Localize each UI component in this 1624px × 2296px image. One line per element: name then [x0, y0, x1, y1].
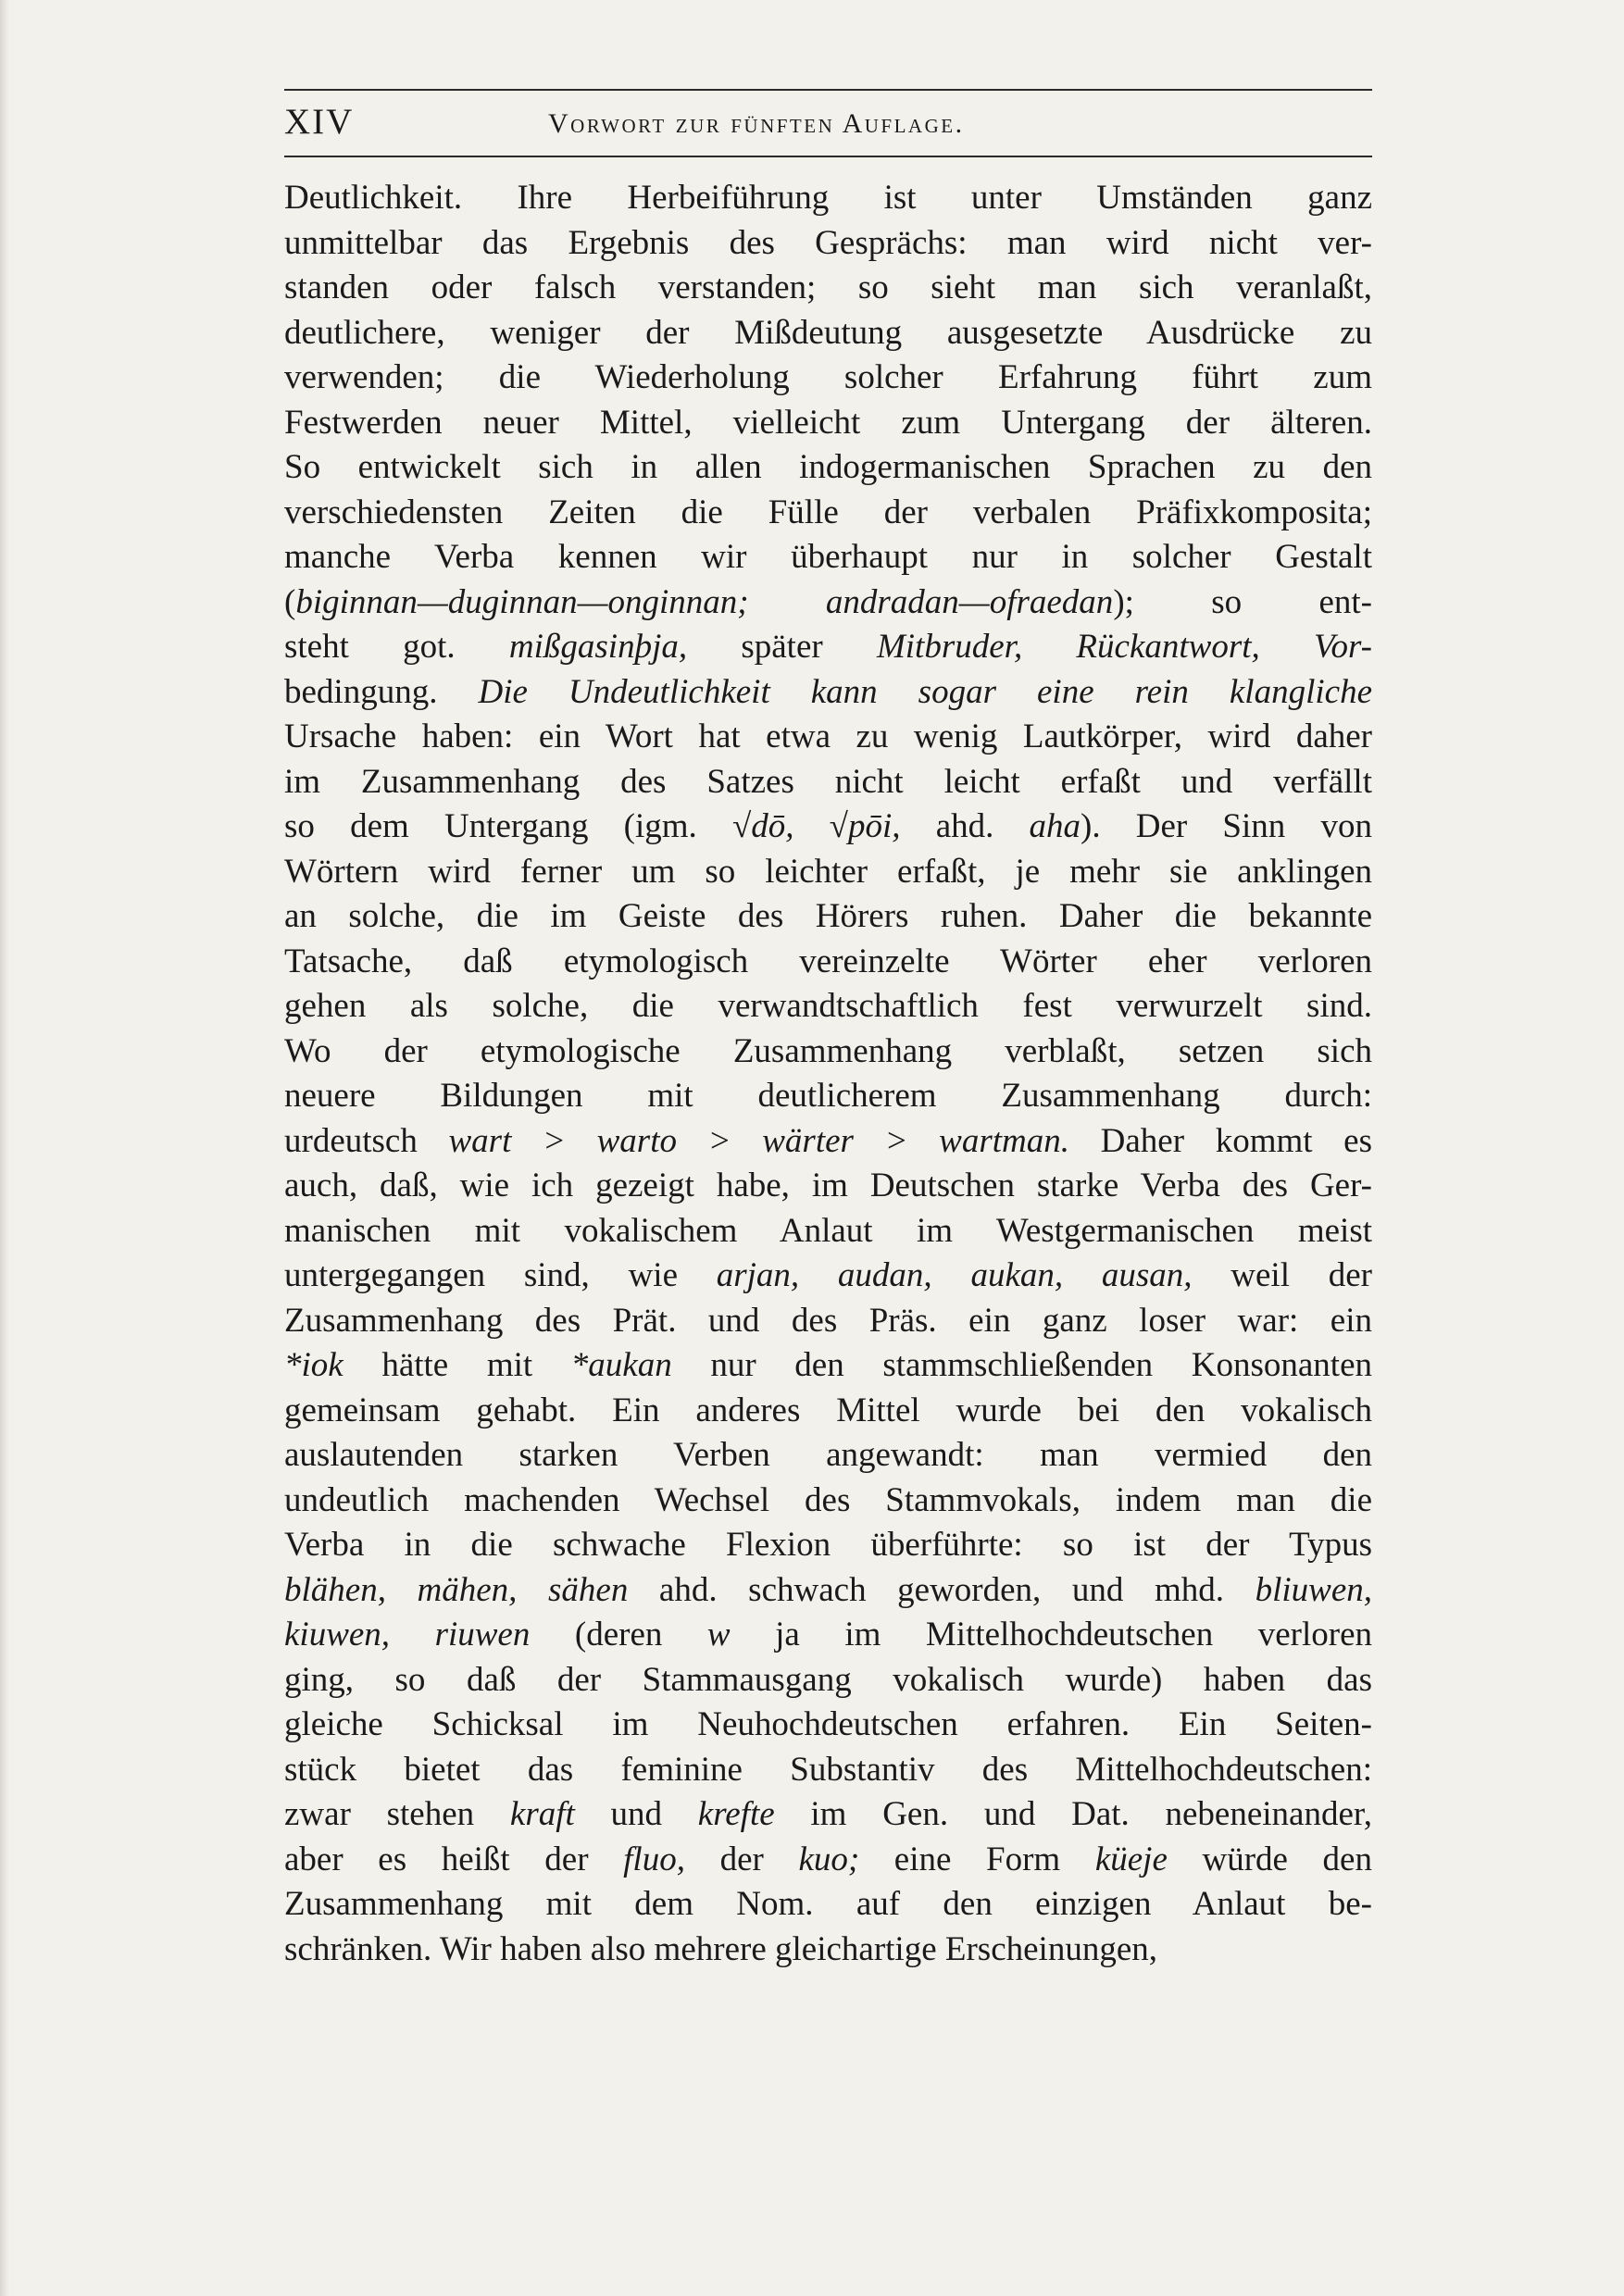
text-segment: auch, daß, wie ich gezeigt habe, im Deutschen starke Verba des Ger- [284, 1167, 1372, 1204]
text-line [284, 580, 1372, 626]
text-line [284, 1343, 1372, 1389]
text-segment: ); so ent- [1113, 582, 1373, 621]
text-line [284, 940, 1372, 985]
text-segment: urdeutsch [284, 1121, 449, 1160]
text-line [284, 356, 1372, 401]
text-segment: (deren [530, 1616, 707, 1653]
text-line [284, 176, 1372, 221]
text-segment: zwar stehen [284, 1795, 510, 1833]
text-segment: ahd. schwach geworden, und mhd. [628, 1570, 1255, 1609]
text-line [284, 1928, 1372, 1973]
body-text [284, 176, 1372, 1972]
text-line [284, 1838, 1372, 1883]
text-line [284, 1164, 1372, 1209]
text-segment: manche Verba kennen wir überhaupt nur in solcher Gestalt [284, 538, 1372, 576]
text-line [284, 1479, 1372, 1524]
text-line [284, 221, 1372, 267]
page-edge-shadow [0, 0, 9, 2296]
text-segment: weil der [1192, 1256, 1372, 1294]
text-line [284, 1299, 1372, 1344]
text-segment: und [574, 1795, 698, 1833]
text-segment: im Zusammenhang des Satzes nicht leicht erfaßt und verfällt [284, 762, 1372, 801]
text-segment: so dem Untergang (igm. [284, 807, 732, 845]
text-line [284, 1658, 1372, 1703]
text-segment: ( [284, 582, 296, 621]
italic-segment: biginnan—duginnan—onginnan; andradan—ofraedan [295, 582, 1114, 621]
text-line [284, 266, 1372, 311]
text-segment: verschiedensten Zeiten die Fülle der verbalen Präfixkomposita; [284, 493, 1372, 531]
text-line [284, 894, 1372, 940]
text-segment: Daher kommt es [1069, 1121, 1373, 1160]
text-segment: deutlichere, weniger der Mißdeutung ausgesetzte Ausdrücke zu [284, 313, 1372, 352]
text-segment: nur den stammschließenden Konsonanten [671, 1346, 1372, 1384]
italic-segment: arjan, audan, aukan, ausan, [716, 1256, 1193, 1294]
text-segment: ja im Mittelhochdeutschen verloren [730, 1616, 1372, 1653]
italic-segment: kraft [509, 1795, 575, 1833]
text-line [284, 805, 1372, 850]
text-segment: manischen mit vokalischem Anlaut im Westgermanischen meist [284, 1211, 1372, 1250]
text-segment: eine Form [859, 1840, 1095, 1878]
italic-segment: fluo, [623, 1840, 685, 1878]
text-segment: Wörtern wird ferner um so leichter erfaßt, je mehr sie anklingen [284, 852, 1372, 891]
text-segment: ahd. [900, 807, 1030, 845]
italic-segment: aha [1029, 807, 1081, 845]
text-line [284, 984, 1372, 1029]
text-segment: gehen als solche, die verwandtschaftlich fest verwurzelt sind. [284, 987, 1372, 1025]
text-segment: Tatsache, daß etymologisch vereinzelte Wörter eher verloren [284, 942, 1372, 980]
italic-segment: *aukan [570, 1346, 672, 1384]
text-segment: Ursache haben: ein Wort hat etwa zu wenig Lautkörper, wird daher [284, 718, 1372, 755]
text-segment: an solche, die im Geiste des Hörers ruhen. Daher die bekannte [284, 897, 1372, 935]
text-segment: der [684, 1840, 799, 1878]
text-segment: unmittelbar das Ergebnis des Gesprächs: man wird nicht ver- [284, 223, 1372, 262]
text-line [284, 1568, 1372, 1614]
text-segment: schränken. Wir haben also mehrere gleichartige Erscheinungen, [284, 1929, 1157, 1968]
italic-segment: Die Undeutlichkeit kann sogar eine rein klangliche [437, 672, 1372, 711]
text-segment: So entwickelt sich in allen indogermanischen Sprachen zu den [284, 448, 1372, 486]
text-line [284, 1433, 1372, 1479]
text-line [284, 1613, 1372, 1658]
text-segment: später [687, 628, 877, 666]
text-line [284, 1029, 1372, 1075]
text-segment: Wo der etymologische Zusammenhang verblaßt, setzen sich [284, 1031, 1372, 1070]
italic-segment: wart > warto > wärter > wartman. [448, 1121, 1070, 1160]
italic-segment: mißgasinþja, [508, 628, 688, 666]
italic-segment: blähen, mähen, sähen [284, 1570, 629, 1609]
text-segment: aber es heißt der [284, 1840, 624, 1878]
text-line [284, 445, 1372, 491]
text-segment: Verba in die schwache Flexion überführte: so ist der Typus [284, 1526, 1372, 1564]
text-line [284, 670, 1372, 716]
text-segment: untergegangen sind, wie [284, 1256, 717, 1294]
text-segment: steht got. [284, 628, 509, 666]
italic-segment: kuo; [798, 1840, 860, 1878]
italic-segment: krefte [697, 1795, 775, 1833]
italic-segment: *iok [284, 1346, 344, 1384]
text-segment: standen oder falsch verstanden; so sieht man sich veranlaßt, [284, 268, 1372, 306]
text-segment: ging, so daß der Stammausgang vokalisch wurde) haben das [284, 1660, 1372, 1699]
page-header [284, 89, 1372, 163]
text-line [284, 715, 1372, 760]
text-segment: Zusammenhang mit dem Nom. auf den einzigen Anlaut be- [284, 1885, 1372, 1923]
text-line [284, 1209, 1372, 1254]
italic-segment: w [706, 1616, 731, 1653]
text-segment: hätte mit [343, 1346, 571, 1384]
text-segment: bedingung. [284, 672, 438, 711]
text-segment: stück bietet das feminine Substantiv des Mittelhochdeutschen: [284, 1750, 1372, 1789]
text-line [284, 401, 1372, 446]
text-line [284, 1703, 1372, 1748]
text-segment: neuere Bildungen mit deutlicherem Zusammenhang durch: [284, 1077, 1372, 1115]
text-line [284, 311, 1372, 356]
text-line [284, 1074, 1372, 1119]
italic-segment: küeje [1094, 1840, 1168, 1878]
text-segment: würde den [1167, 1840, 1372, 1878]
text-segment: Deutlichkeit. Ihre Herbeiführung ist unter Umständen ganz [284, 179, 1372, 217]
italic-segment: kiuwen, riuwen [284, 1616, 531, 1653]
text-segment: verwenden; die Wiederholung solcher Erfahrung führt zum [284, 358, 1372, 396]
text-line [284, 625, 1372, 670]
text-line [284, 1882, 1372, 1928]
text-segment: im Gen. und Dat. nebeneinander, [774, 1795, 1372, 1833]
text-line [284, 850, 1372, 895]
header-bottom-rule [284, 156, 1372, 157]
text-segment: undeutlich machenden Wechsel des Stammvokals, indem man die [284, 1480, 1372, 1519]
text-segment: ). Der Sinn von [1081, 807, 1372, 845]
header-top-rule [284, 89, 1372, 91]
text-segment: Zusammenhang des Prät. und des Präs. ein ganz loser war: ein [284, 1301, 1372, 1340]
text-line [284, 1119, 1372, 1165]
text-segment: auslautenden starken Verben angewandt: man vermied den [284, 1436, 1372, 1474]
page-number: XIV [284, 102, 355, 142]
text-line [284, 1523, 1372, 1568]
italic-segment: Mitbruder, Rückantwort, Vor- [876, 628, 1372, 666]
text-line [284, 535, 1372, 580]
italic-segment: bliuwen, [1255, 1570, 1372, 1609]
text-segment: gemeinsam gehabt. Ein anderes Mittel wurde bei den vokalisch [284, 1391, 1372, 1429]
running-head: Vorwort zur fünften Auflage. [548, 108, 965, 139]
text-line [284, 760, 1372, 805]
text-line [284, 1792, 1372, 1838]
italic-segment: √dō, √pōi, [731, 807, 901, 845]
text-line [284, 1748, 1372, 1793]
text-line [284, 491, 1372, 536]
text-segment: Festwerden neuer Mittel, vielleicht zum Untergang der älteren. [284, 403, 1372, 442]
text-line [284, 1389, 1372, 1434]
text-segment: gleiche Schicksal im Neuhochdeutschen erfahren. Ein Seiten- [284, 1705, 1372, 1743]
text-line [284, 1254, 1372, 1299]
